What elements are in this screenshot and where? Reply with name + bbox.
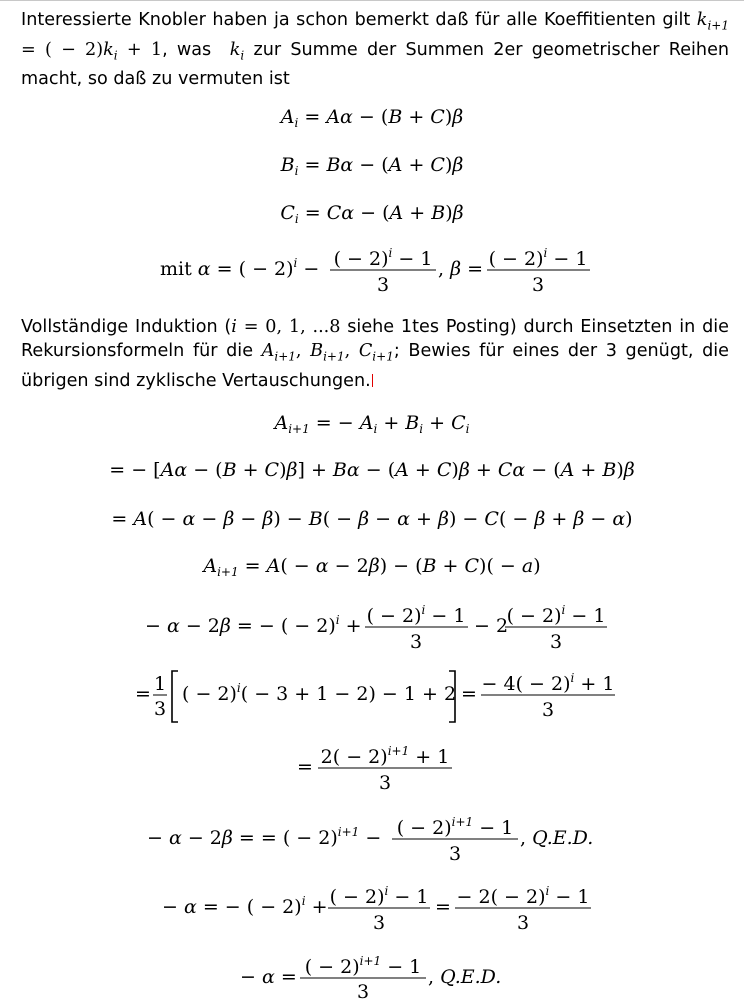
svg-text:3: 3 [356,981,370,1000]
derivation-line-4: $A_{i+1} = A( - \alpha - 2\beta) - (B + C)( - a)$ [203,555,541,579]
svg-text:3: 3 [372,912,386,934]
derivation-line-6 [135,671,615,722]
inline-range: i = 0, 1, ...8 [231,317,341,337]
text-cursor [372,374,373,387]
derivation [0,395,744,1000]
svg-text:3: 3 [448,843,462,865]
svg-text:( − 2)i − 1: ( − 2)$^i$ − 1 [488,246,588,270]
svg-text:( − 2)i+1 − 1: ( − 2)$^{i+1}$ − 1 [304,954,422,978]
svg-text:=: = [297,756,313,778]
svg-text:− α = − ( − 2)i +: − α = − ( − 2)$^i$ + [162,894,328,918]
svg-text:3: 3 [516,912,530,934]
paragraph-intro-text-1: Interessierte Knobler haben ja schon bemerkt daß für alle Koeffitienten gilt [21,10,691,30]
svg-text:=: = [135,683,151,705]
svg-text:( − 2)i − 1: ( − 2)$^i$ − 1 [506,603,606,627]
paragraph-induction-text-3: ; Bewies für eines der 3 genügt, die übrigen sind zyklische Vertauschungen. [21,341,730,391]
paragraph-intro [21,8,729,91]
inline-var-k: $k_i$ [229,39,245,63]
svg-text:3: 3 [378,772,392,794]
paragraph-intro-text-3: zur Summe der Summen 2er geometrischer Reihen macht, so daß zu vermuten ist [21,39,730,90]
paragraph-induction-text-2: siehe 1tes Posting) durch Einsetzten in die Rekursionsformeln für die [21,317,729,361]
svg-text:− 4( − 2)i + 1: − $4( - 2)^i + 1$ [481,671,615,695]
svg-text:− 2: − 2 [474,615,509,637]
top-border [0,0,744,1]
derivation-line-3: = A( − α − β − β) − B( − β − α + β) − C( − β + β − α) [111,508,633,530]
svg-text:3: 3 [549,631,563,653]
svg-text:( − 2)i( − 3 + 1 − 2) − 1 + 2: ( − 2)$^i$( − 3 + 1 − 2) − 1 + 2 [182,681,457,705]
svg-text:− 2( − 2)i − 1: − $2( - 2)^i - 1$ [456,884,590,908]
svg-text:mit α = ( − 2)i −: mit α = ( − 2)$^i$ − [160,256,320,280]
svg-text:( − 2)i − 1: ( − 2)$^i$ − 1 [366,603,466,627]
svg-text:2( − 2)i+1 + 1: $2( - 2)^{i+1} + 1$ [320,744,450,768]
inline-vars: $A_{i+1}$, $B_{i+1}$, $C_{i+1}$ [261,341,394,364]
svg-text:3: 3 [531,274,545,295]
svg-text:− α − 2β = − ( − 2)i +: − α − 2β = − ( − 2)$^i$ + [145,613,362,637]
derivation-line-9 [162,884,591,934]
derivation-line-1: $A_{i+1}$ = − $A_i + B_i + C_i$ [274,412,470,436]
derivation-line-8 [147,815,593,865]
svg-text:3: 3 [409,631,423,653]
equation-C: $C_i = C\alpha - (A + B)\beta$ [280,202,464,226]
derivation-line-7 [297,744,452,794]
svg-text:, Q.E.D.: , Q.E.D. [428,966,502,988]
inline-formula-recurrence: $k_{i+1}$ = ( − $2)k_i + 1$ [21,10,729,63]
svg-text:=: = [435,896,451,918]
svg-text:− α =: − α = [240,966,297,988]
svg-text:, Q.E.D.: , Q.E.D. [520,827,594,849]
equation-B: $B_i = B\alpha - (A + C)\beta$ [280,154,464,178]
svg-text:( − 2)i+1 − 1: ( − 2)$^{i+1}$ − 1 [396,815,514,839]
paragraph-intro-text-2: , was [162,39,212,60]
svg-text:( − 2)i − 1: ( − 2)$^i$ − 1 [333,246,433,270]
derivation-line-5 [145,603,607,653]
derivation-line-2: = − [Aα − (B + C)β] + Bα − (A + C)β + Cα − (A + B)β [109,459,635,481]
equation-system [0,95,744,295]
equation-A: $A_i = A\alpha - (B + C)\beta$ [280,106,464,130]
svg-text:3: 3 [153,698,167,720]
derivation-line-10 [240,954,501,1000]
svg-text:− α − 2β = = ( − 2)i+1 −: − α − 2β = = ( − 2)$^{i+1}$ − [147,825,382,849]
svg-text:3: 3 [541,699,555,721]
svg-text:1: 1 [153,673,167,695]
svg-text:=: = [461,683,477,705]
paragraph-induction [21,315,729,393]
svg-text:( − 2)i − 1: ( − 2)$^i$ − 1 [329,884,429,908]
paragraph-induction-text-1: Vollständige Induktion ( [21,317,232,337]
svg-text:, β =: , β = [438,258,484,280]
equation-alpha-beta [160,246,590,295]
svg-text:3: 3 [376,274,390,295]
